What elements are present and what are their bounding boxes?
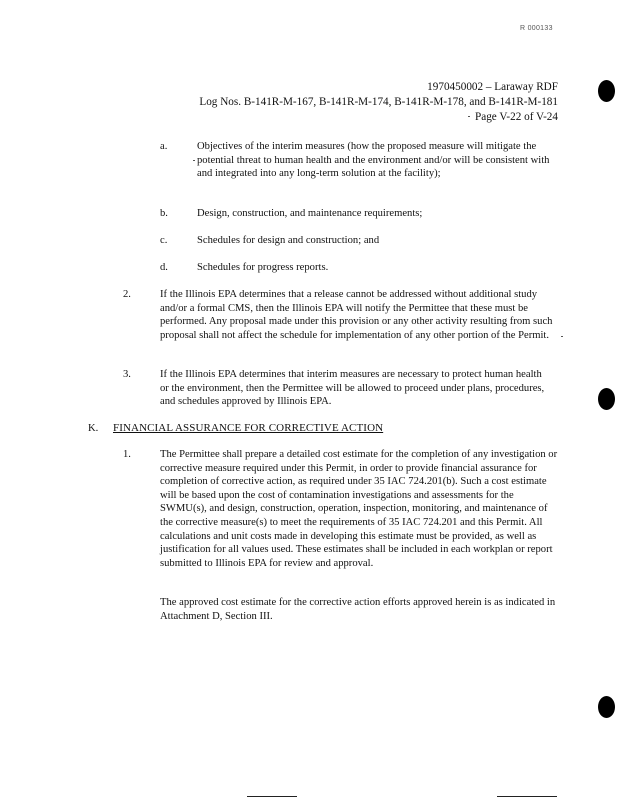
- header-log-numbers: Log Nos. B-141R-M-167, B-141R-M-174, B-141R-M-178, and B-141R-M-181: [199, 96, 558, 108]
- subitem-text: Objectives of the interim measures (how the proposed measure will mitigate the potential threat to human health and the environment and/or will be consistent with and integrated into any long-term solution at the facility);: [197, 141, 550, 180]
- section-letter: K.: [88, 423, 99, 434]
- scan-mark: [193, 160, 195, 161]
- item-label: 2.: [123, 289, 131, 300]
- subitem-label: c.: [160, 235, 168, 246]
- bates-stamp: R 000133: [520, 25, 553, 32]
- subitem-text: Design, construction, and maintenance requirements;: [197, 208, 423, 219]
- binder-hole: [598, 80, 615, 102]
- binder-hole: [598, 696, 615, 718]
- item-label: 3.: [123, 369, 131, 380]
- bottom-rule: [247, 796, 297, 797]
- binder-hole: [598, 388, 615, 410]
- section-title: FINANCIAL ASSURANCE FOR CORRECTIVE ACTION: [113, 422, 384, 434]
- scan-mark: [561, 336, 563, 337]
- scan-mark: [468, 116, 470, 117]
- subitem-text: Schedules for design and construction; and: [197, 235, 380, 246]
- header-page-number: Page V-22 of V-24: [475, 111, 558, 123]
- subitem-label: d.: [160, 262, 168, 273]
- bottom-rule: [497, 796, 557, 797]
- item-label: 1.: [123, 449, 131, 460]
- item-text: The Permittee shall prepare a detailed cost estimate for the completion of any investigation or corrective measure required under this Permit, in order to provide financial assurance for completion of corrective action, as required under 35 IAC 724.201(b). Such a cost estimate will be based upon the cost of contamination investigations and assessments for the SWMU(s), and design, construction, operation, inspection, monitoring, and maintenance of the corrective measure(s) to meet the requirements of 35 IAC 724.201 and this Permit. All calculations and unit costs made in developing this estimate must be provided, as well as justification for all values used. These estimates shall be included in each workplan or report submitted to Illinois EPA for review and approval.: [160, 449, 558, 569]
- subitem-label: b.: [160, 208, 168, 219]
- subitem-label: a.: [160, 141, 168, 152]
- subitem-text: Schedules for progress reports.: [197, 262, 329, 273]
- item-text-continued: The approved cost estimate for the corrective action efforts approved herein is as indicated in Attachment D, Section III.: [160, 597, 556, 622]
- item-text: If the Illinois EPA determines that interim measures are necessary to protect human health or the environment, then the Permittee will be allowed to proceed under plans, procedures, and schedules approved by Illinois EPA.: [160, 369, 545, 408]
- header-facility: 1970450002 – Laraway RDF: [427, 81, 558, 93]
- item-text: If the Illinois EPA determines that a release cannot be addressed without additional study and/or a formal CMS, then the Illinois EPA will notify the Permittee that these must be performed. Any proposal made under this provision or any other activity resulting from such proposal shall not affect the schedule for implementation of any other portion of the Permit.: [160, 289, 553, 341]
